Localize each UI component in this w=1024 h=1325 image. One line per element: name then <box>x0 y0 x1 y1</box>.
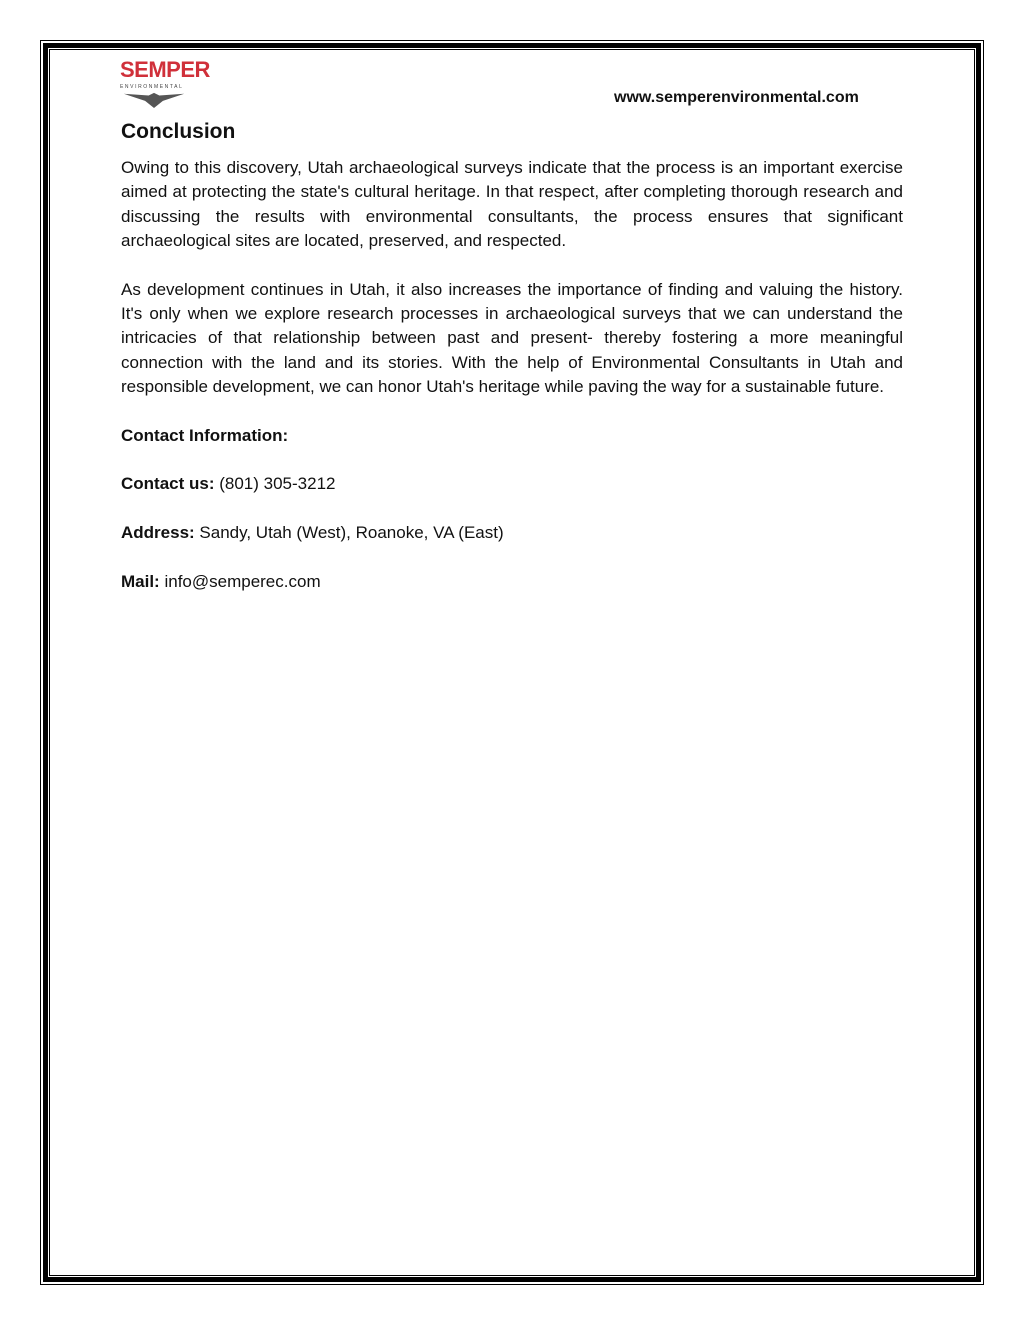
contact-heading-text: Contact Information: <box>121 425 289 445</box>
website-link[interactable]: www.semperenvironmental.com <box>614 89 859 106</box>
contact-address <box>121 521 903 545</box>
contact-mail <box>121 570 903 594</box>
address-label: Address: <box>121 523 195 543</box>
semper-logo <box>120 57 210 108</box>
document-body <box>121 120 903 619</box>
logo-subtext: ENVIRONMENTAL <box>120 84 184 90</box>
address-value: Sandy, Utah (West), Roanoke, VA (East) <box>194 523 504 543</box>
phone-value: (801) 305-3212 <box>214 474 336 494</box>
mail-value[interactable]: info@semperec.com <box>159 572 321 592</box>
eagle-wings-icon <box>120 92 188 108</box>
paragraph: Owing to this discovery, Utah archaeological surveys indicate that the process is an important exercise aimed at protecting the state's cultural heritage. In that respect, after completing thorough research and discussing the results with environmental consultants, the process ensures that significant archaeological sites are located, preserved, and respected. <box>121 158 903 250</box>
mail-label: Mail: <box>121 572 160 592</box>
paragraph: As development continues in Utah, it also increases the importance of finding and valuing the history. It's only when we explore research processes in archaeological surveys that we can understand the intricacies of that relationship between past and present- thereby fostering a more meaningful connection with the land and its stories. With the help of Environmental Consultants in Utah and responsible development, we can honor Utah's heritage while paving the way for a sustainable future. <box>121 279 903 396</box>
logo-text: SEMPER <box>120 57 210 82</box>
contact-heading <box>121 424 903 448</box>
section-title: Conclusion <box>121 120 236 143</box>
contact-phone <box>121 472 903 496</box>
phone-label: Contact us: <box>121 474 215 494</box>
